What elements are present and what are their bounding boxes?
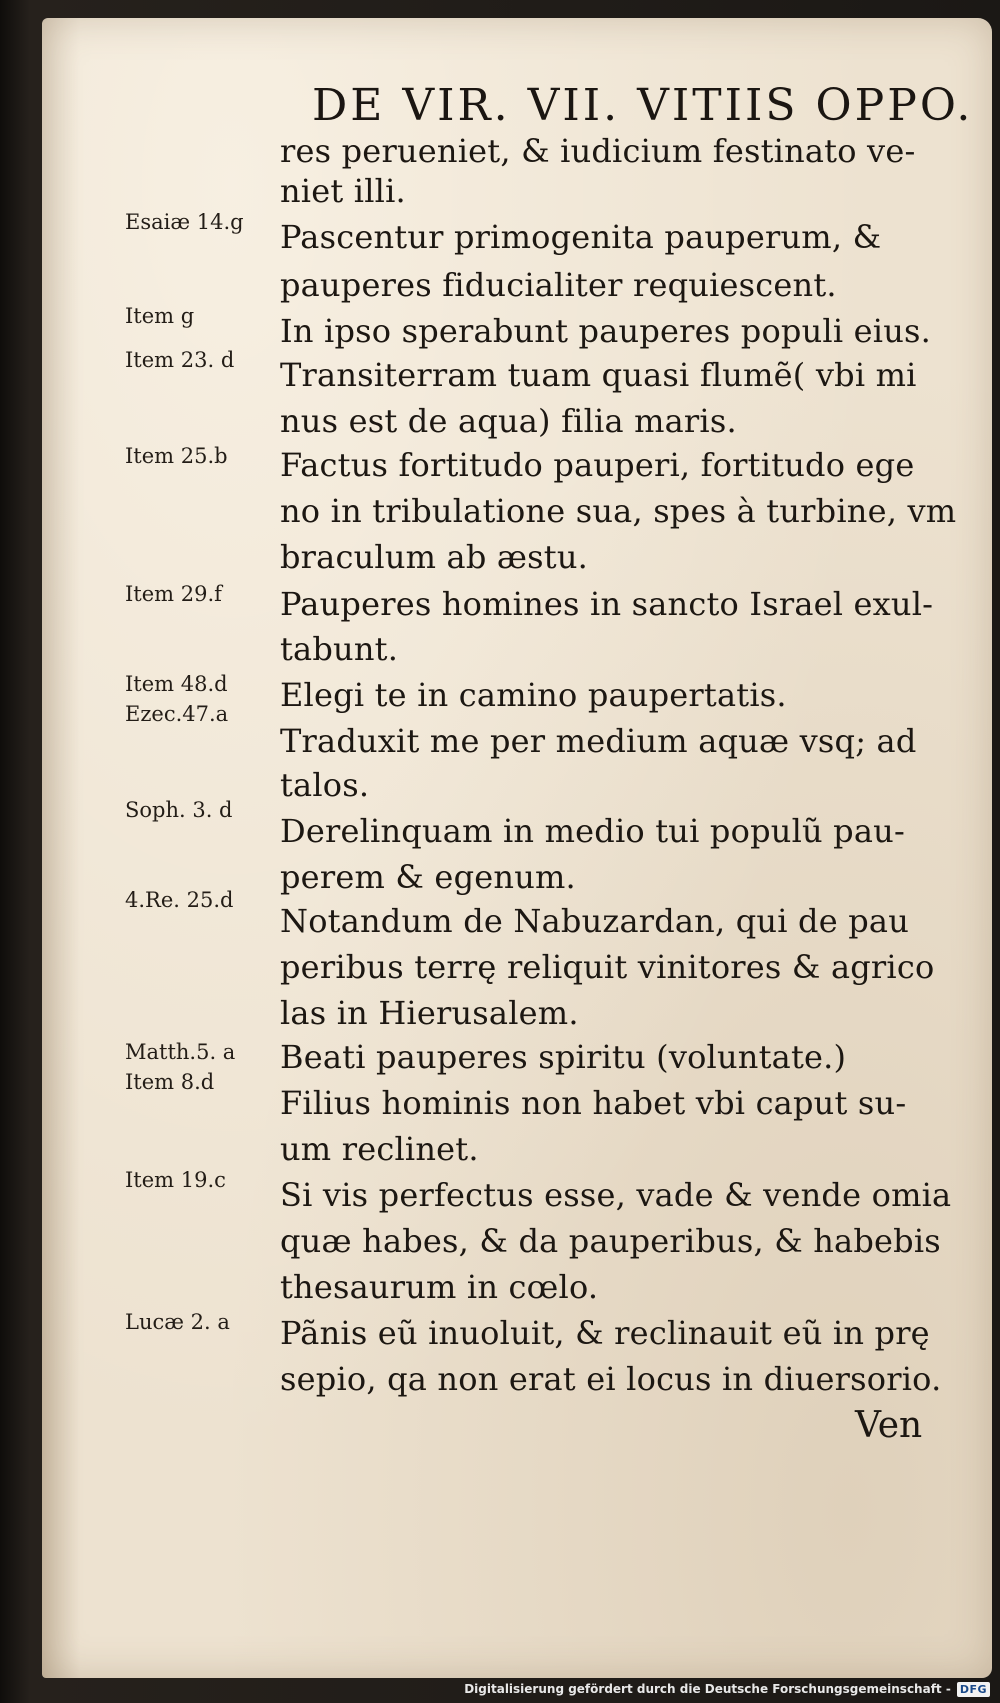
text-line: peribus terrę reliquit vinitores & agrico [280, 948, 935, 986]
margin-reference: Item 25.b [125, 444, 228, 468]
margin-reference: Matth.5. a [125, 1040, 236, 1064]
running-header: DE VIR. VII. VITIIS OPPO. [312, 80, 974, 131]
text-line: niet illi. [280, 172, 406, 210]
text-line: sepio, qa non erat ei locus in diuersorio. [280, 1360, 942, 1398]
margin-reference: Item g [125, 304, 195, 328]
credit-text: Digitalisierung gefördert durch die Deutsche Forschungsgemeinschaft - [464, 1682, 951, 1696]
text-line: Transiterram tuam quasi flumẽ( vbi mi [280, 356, 917, 394]
text-line: Pauperes homines in sancto Israel exul- [280, 585, 934, 623]
text-line: tabunt. [280, 630, 399, 668]
text-line: Factus fortitudo pauperi, fortitudo ege [280, 446, 915, 484]
dfg-logo: DFG [957, 1682, 990, 1697]
text-line: braculum ab æstu. [280, 538, 589, 576]
catchword: Ven [855, 1405, 923, 1446]
text-line: las in Hierusalem. [280, 994, 579, 1032]
text-line: Filius hominis non habet vbi caput su- [280, 1084, 907, 1122]
text-line: Traduxit me per medium aquæ vsq; ad [280, 722, 917, 760]
text-line: no in tribulatione sua, spes à turbine, vm [280, 492, 957, 530]
digitization-credit [464, 1679, 990, 1699]
margin-reference: Soph. 3. d [125, 798, 233, 822]
text-line: Elegi te in camino paupertatis. [280, 676, 787, 714]
margin-reference: Lucæ 2. a [125, 1310, 230, 1334]
text-line: Pãnis eũ inuoluit, & reclinauit eũ in prę [280, 1314, 930, 1352]
text-line: thesaurum in cœlo. [280, 1268, 599, 1306]
margin-reference: Item 48.d [125, 672, 228, 696]
margin-reference: Item 29.f [125, 582, 222, 606]
text-line: In ipso sperabunt pauperes populi eius. [280, 312, 932, 350]
margin-reference: Item 23. d [125, 348, 235, 372]
margin-reference: Item 19.c [125, 1168, 226, 1192]
margin-reference: Item 8.d [125, 1070, 215, 1094]
margin-reference: 4.Re. 25.d [125, 888, 234, 912]
margin-reference: Ezec.47.a [125, 702, 229, 726]
text-line: talos. [280, 766, 370, 804]
text-line: Pascentur primogenita pauperum, & [280, 218, 882, 256]
text-line: nus est de aqua) filia maris. [280, 402, 737, 440]
text-line: Si vis perfectus esse, vade & vende omia [280, 1176, 952, 1214]
text-line: um reclinet. [280, 1130, 479, 1168]
text-line: res perueniet, & iudicium festinato ve- [280, 132, 916, 170]
margin-reference: Esaiæ 14.g [125, 210, 244, 234]
text-line: Derelinquam in medio tui populũ pau- [280, 812, 905, 850]
text-line: pauperes fiducialiter requiescent. [280, 266, 837, 304]
text-line: perem & egenum. [280, 858, 576, 896]
text-line: Beati pauperes spiritu (voluntate.) [280, 1038, 847, 1076]
text-line: Notandum de Nabuzardan, qui de pau [280, 902, 910, 940]
text-line: quæ habes, & da pauperibus, & habebis [280, 1222, 941, 1260]
